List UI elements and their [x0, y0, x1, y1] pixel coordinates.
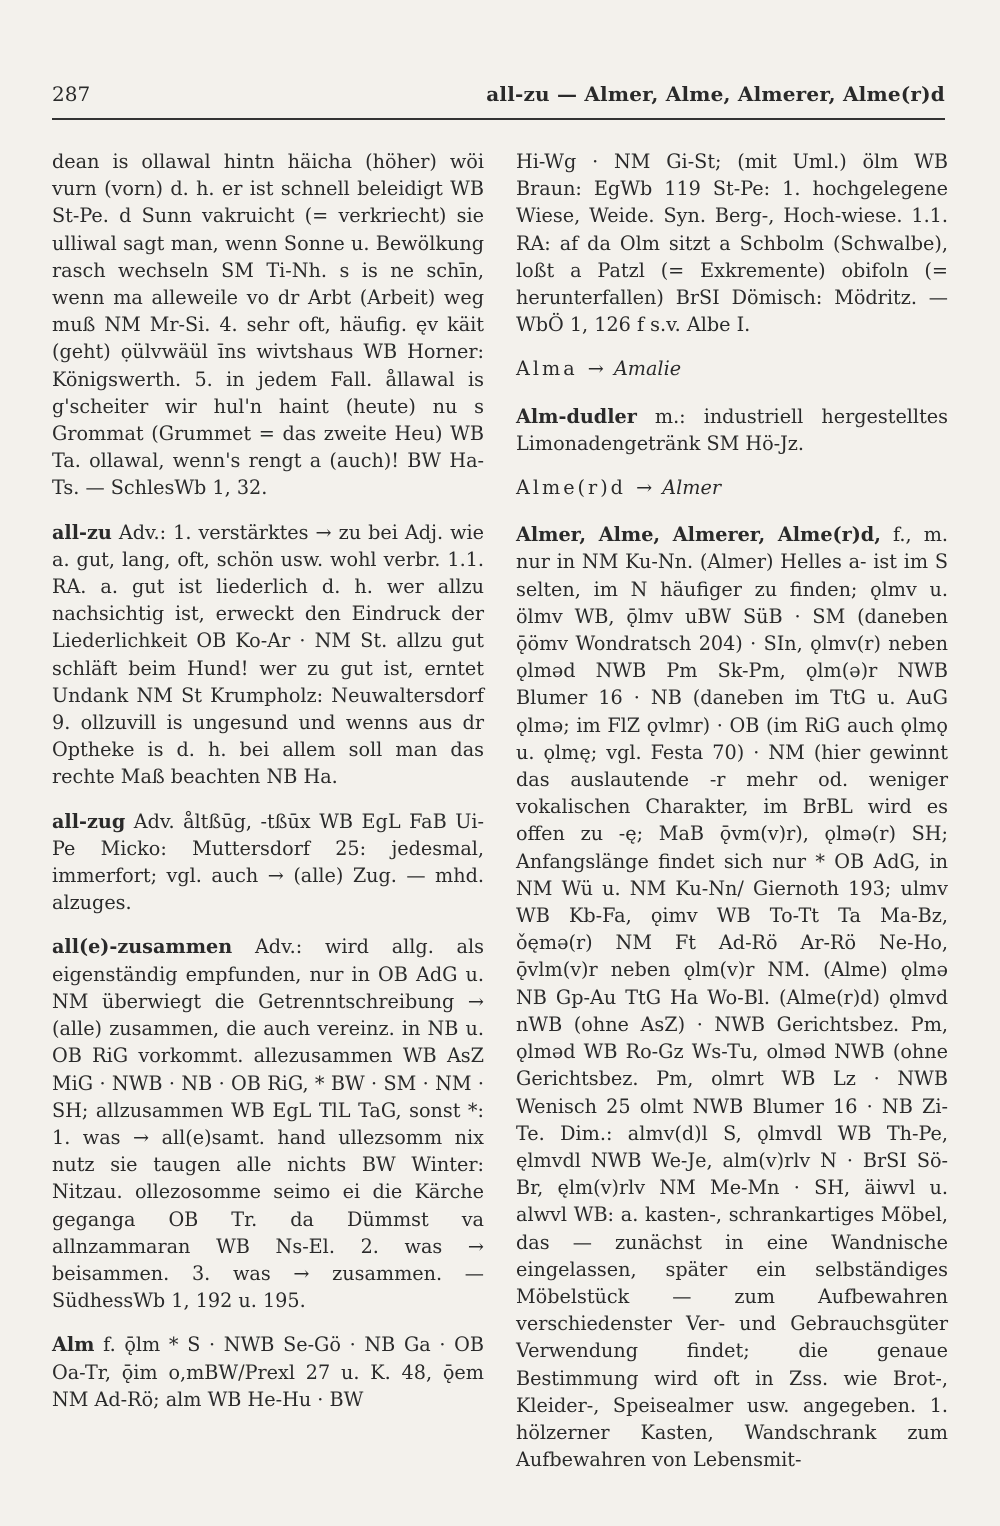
reference-target: Almer — [662, 476, 721, 500]
arrow-right-icon: → — [587, 357, 604, 381]
entry-lemma: Alm-dudler — [516, 404, 637, 428]
entry-lemma: all-zug — [52, 809, 126, 833]
running-head: all-zu — Almer, Alme, Almerer, Alme(r)d — [486, 82, 945, 106]
entry-lemma: all-zu — [52, 520, 112, 544]
reference-lemma: Alma — [516, 357, 578, 381]
entry-body: f., m. nur in NM Ku-Nn. (Almer) Helles a- ist im S selten, im N häufiger zu finden; ǫlmv u. ölmv WB, ǭlmv uBW SüB · SM (daneben ǭömv Wondratsch 204) · SIn, ǫlmv(r) neben ǫlməd NWB Pm Sk-Pm, ǫlm(ə)r NWB Blumer 16 · NB (daneben im TtG u. AuG ǫlmə; im FlZ ǫvlmr) · OB (im RiG auch ǫlmǫ u. ǫlmę; vgl. Festa 70) · NM (hier gewinnt das auslautende -r mehr od. weniger vokalischen Charakter, im BrBL wird es offen zu -ę; MaB ǭvm(v)r), ǫlmə(r) SH; Anfangslänge findet sich nur * OB AdG, in NM Wü u. NM Ku-Nn/ Giernoth 193; ulmv WB Kb-Fa, ǫimv WB To-Tt Ta Ma-Bz, ǒęmə(r) NM Ft Ad-Rö Ar-Rö Ne-Ho, ǭvlm(v)r neben ǫlm(v)r NM. (Alme) ǫlmə NB Gp-Au TtG Ha Wo-Bl. (Alme(r)d) ǫlmvd nWB (ohne AsZ) · NWB Gerichtsbez. Pm, ǫlməd WB Ro-Gz Ws-Tu, olməd NWB (ohne Gerichtsbez. Pm, olmrt WB Lz · NWB Wenisch 25 olmt NWB Blumer 16 · NB Zi-Te. Dim.: almv(d)l S, ǫlmvdl WB Th-Pe, ęlmvdl NWB We-Je, alm(v)rlv N · BrSI Sö-Br, ęlm(v)rlv NM Me-Mn · SH, äiwvl u. alwvl WB: a. kasten-, schrankartiges Möbel, das — zunächst in eine Wandnische eingelassen, später ein selbständiges Möbelstück — zum Aufbewahren verschiedenster Ver- und Gebrauchsgüter Verwendung findet; die genaue Bestimmung wird oft in Zss. wie Brot-, Kleider-, Speisealmer usw. angegeben. 1. hölzerner Kasten, Wandschrank zum Aufbewahren von Lebensmit- — [516, 523, 948, 1472]
entry-lemma: all(e)-zusammen — [52, 935, 233, 959]
entry-all-zug — [52, 808, 484, 917]
entry-body: Hi-Wg · NM Gi-St; (mit Uml.) ölm WB Braun: EgWb 119 St-Pe: 1. hochgelegene Wiese, Weide. Syn. Berg-, Hoch-wiese. 1.1. RA: af da Olm sitzt a Schbolm (Schwalbe), loßt a Patzl (= Exkremente) obifoln (= herunterfallen) BrSI Dömisch: Mödritz. — WbÖ 1, 126 f s.v. Albe I. — [516, 150, 948, 337]
entry-all-zusammen — [52, 933, 484, 1314]
entry-almer — [516, 521, 948, 1473]
entry-all-zu — [52, 519, 484, 791]
entry-body: Adv. åltßūg, -tßūx WB EgL FaB Ui-Pe Micko: Muttersdorf 25: jedesmal, immerfort; vgl. auch → (alle) Zug. — mhd. alzuges. — [52, 809, 484, 915]
cross-reference-almerd — [516, 474, 948, 501]
entry-lemma: Alm — [52, 1333, 95, 1357]
arrow-right-icon: → — [636, 476, 653, 500]
left-column — [52, 148, 484, 1430]
right-column — [516, 148, 948, 1490]
entry-body: m.: industriell hergestelltes Limonadengetränk SM Hö-Jz. — [516, 404, 948, 455]
entry-lemma: Almer, Alme, Almerer, Alme(r)d, — [516, 523, 881, 547]
page-number: 287 — [52, 82, 91, 106]
entry-continuation — [52, 148, 484, 502]
entry-continuation — [516, 148, 948, 338]
entry-body: f. ǭlm * S · NWB Se-Gö · NB Ga · OB Oa-Tr, ǭim o,mBW/Prexl 27 u. K. 48, ǭem NM Ad-Rö; alm WB He-Hu · BW — [52, 1333, 484, 1411]
entry-body: Adv.: wird allg. als eigenständig empfunden, nur in OB AdG u. NM überwiegt die Getrenntschreibung → (alle) zusammen, die auch vereinz. in NB u. OB RiG vorkommt. allezusammen WB AsZ MiG · NWB · NB · OB RiG, * BW · SM · NM · SH; allzusammen WB EgL TlL TaG, sonst *: 1. was → all(e)samt. hand ullezsomm nix nutz sie taugen alle nichts BW Winter: Nitzau. ollezosomme seimo ei die Kärche geganga OB Tr. da Dümmst va allnzammaran WB Ns-El. 2. was → beisammen. 3. was → zusammen. — SüdhessWb 1, 192 u. 195. — [52, 935, 484, 1313]
entry-alm — [52, 1331, 484, 1413]
entry-body: dean is ollawal hintn häicha (höher) wöi vurn (vorn) d. h. er ist schnell beleidigt WB St-Pe. d Sunn vakruicht (= verkriecht) sie ulliwal sagt man, wenn Sonne u. Bewölkung rasch wechseln SM Ti-Nh. s is ne schīn, wenn ma alleweile vo dr Arbt (Arbeit) weg muß NM Mr-Si. 4. sehr oft, häufig. ęv käit (geht) ọülvwäül īns wivtshaus WB Horner: Königswerth. 5. in jedem Fall. ållawal is g'scheiter wir hul'n haint (heute) nu s Grommat (Grummet = das zweite Heu) WB Ta. ollawal, wenn's rengt a (auch)! BW Ha-Ts. — SchlesWb 1, 32. — [52, 150, 484, 500]
cross-reference-alma — [516, 355, 948, 382]
entry-alm-dudler — [516, 403, 948, 457]
reference-target: Amalie — [613, 357, 682, 381]
page-header — [52, 82, 945, 120]
entry-body: Adv.: 1. verstärktes → zu bei Adj. wie a. gut, lang, oft, schön usw. wohl verbr. 1.1. RA. a. gut ist liederlich d. h. wer allzu nachsichtig ist, erweckt den Eindruck der Liederlichkeit OB Ko-Ar · NM St. allzu gut schläft beim Hund! wer zu gut ist, erntet Undank NM St Krumpholz: Neuwaltersdorf 9. ollzuvill is ungesund und wenns aus dr Optheke is d. h. bei allem soll man das rechte Maß beachten NB Ha. — [52, 520, 484, 789]
reference-lemma: Alme(r)d — [516, 476, 626, 500]
